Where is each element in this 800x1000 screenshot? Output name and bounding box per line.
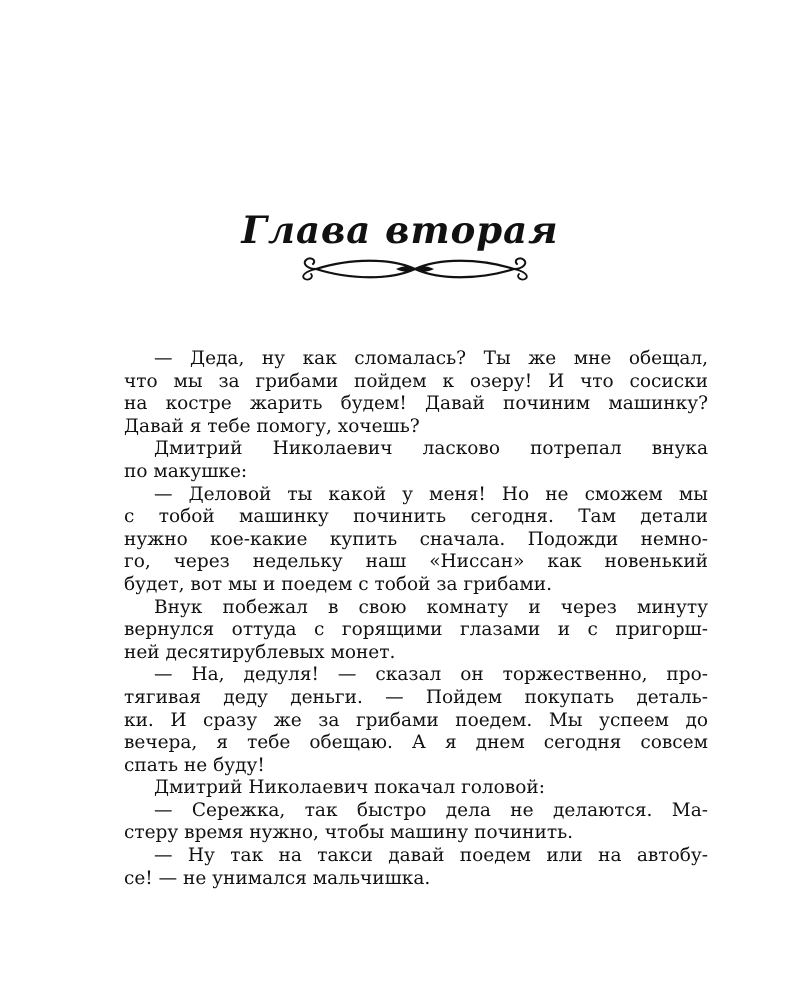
text-line: — Сережка, так быстро дела не делаются. Ма-: [154, 799, 708, 821]
text-line: Давай я тебе помогу, хочешь?: [124, 415, 420, 437]
chapter-title: Глава вторая: [241, 208, 559, 252]
chapter-text: [124, 348, 708, 890]
text-line: по макушке:: [124, 460, 248, 482]
text-line: Дмитрий Николаевич ласково потрепал внука: [154, 438, 708, 460]
text-line: ней десятирублевых монет.: [124, 641, 396, 663]
text-line: спать не буду!: [124, 754, 265, 776]
text-line: будет, вот мы и поедем с тобой за грибами.: [124, 573, 552, 595]
text-line: вернулся оттуда с горящими глазами и с пригорш-: [124, 619, 708, 641]
text-line: Дмитрий Николаевич покачал головой:: [154, 777, 545, 799]
text-line: се! — не унимался мальчишка.: [124, 867, 431, 889]
text-line: — На, дедуля! — сказал он торжественно, про-: [154, 664, 708, 686]
text-line: — Деловой ты какой у меня! Но не сможем мы: [154, 483, 708, 505]
text-line: ки. И сразу же за грибами поедем. Мы успеем до: [124, 709, 708, 731]
text-line: — Деда, ну как сломалась? Ты же мне обещал,: [154, 348, 708, 369]
text-line: на костре жарить будем! Давай починим машинку?: [124, 393, 708, 415]
text-line: что мы за грибами пойдем к озеру! И что сосиски: [124, 370, 708, 392]
text-line: Внук побежал в свою комнату и через минуту: [154, 596, 708, 618]
text-line: нужно кое-какие купить сначала. Подожди немно-: [124, 528, 708, 550]
text-line: вечера, я тебе обещаю. А я днем сегодня совсем: [124, 732, 708, 754]
ornament-flourish-icon: [296, 254, 534, 284]
text-line: тягивая деду деньги. — Пойдем покупать деталь-: [124, 686, 708, 708]
text-line: го, через недельку наш «Ниссан» как новенький: [124, 551, 708, 573]
text-line: стеру время нужно, чтобы машину починить.: [124, 822, 574, 844]
text-line: — Ну так на такси давай поедем или на автобу-: [154, 845, 708, 867]
text-line: с тобой машинку починить сегодня. Там детали: [124, 506, 708, 528]
